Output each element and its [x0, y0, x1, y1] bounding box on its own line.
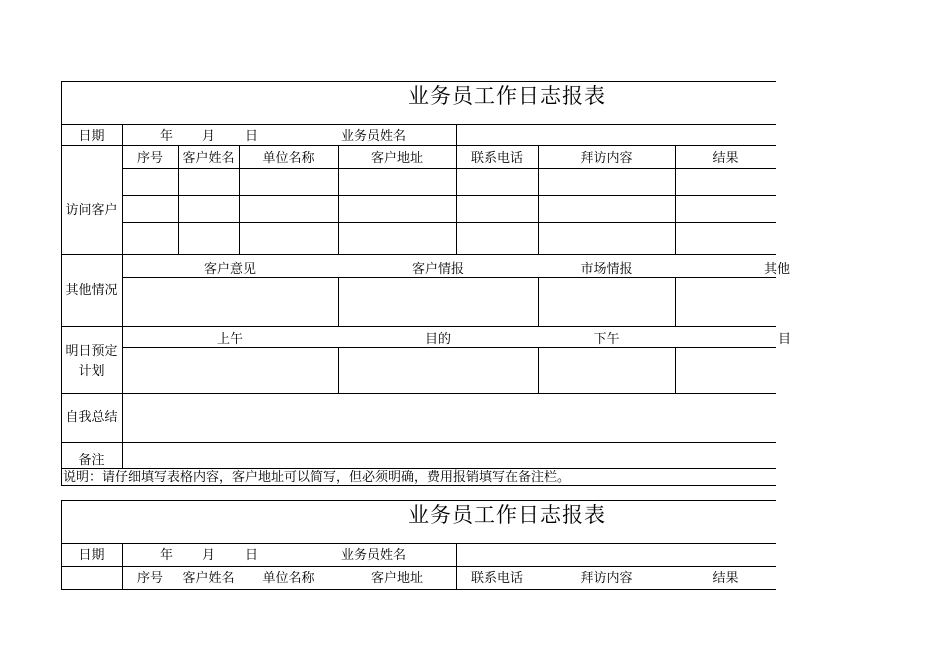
grid-line: [538, 277, 539, 327]
other-column-header: 客户意见: [203, 262, 256, 277]
column-header: 拜访内容: [580, 151, 633, 166]
form-title: 业务员工作日志报表: [408, 84, 606, 108]
grid-line: [61, 500, 776, 501]
grid-line: [122, 277, 776, 278]
grid-line: [61, 468, 776, 469]
column-header: 联系电话: [470, 151, 523, 166]
grid-line: [61, 485, 776, 486]
date-label: 日期: [78, 129, 105, 144]
tomorrow-plan-label: 明日预定计划: [65, 344, 118, 379]
grid-line: [122, 124, 123, 469]
grid-line: [61, 254, 776, 255]
grid-line: [61, 393, 776, 394]
grid-line: [61, 442, 776, 443]
other-situation-label: 其他情况: [65, 283, 118, 298]
month-label: 月: [202, 129, 216, 144]
year-label: 年: [160, 548, 174, 563]
column-header: 结果: [712, 571, 739, 586]
column-header: 客户地址: [370, 151, 423, 166]
form-note: 说明：请仔细填写表格内容，客户地址可以简写，但必须明确，费用报销填写在备注栏。: [63, 470, 571, 485]
salesperson-name-cell[interactable]: [460, 125, 774, 143]
day-label: 日: [245, 548, 259, 563]
grid-line: [122, 347, 776, 348]
grid-line: [122, 195, 776, 196]
grid-line: [61, 589, 776, 590]
column-header: 结果: [712, 151, 739, 166]
column-header: 客户姓名: [182, 571, 235, 586]
grid-line: [675, 277, 676, 327]
grid-line: [61, 81, 776, 82]
grid-line: [61, 566, 776, 567]
plan-column-header: 目: [778, 332, 792, 347]
grid-line: [61, 145, 776, 146]
plan-column-header: 目的: [424, 332, 451, 347]
grid-line: [338, 347, 339, 394]
year-label: 年: [160, 129, 174, 144]
grid-line: [61, 326, 776, 327]
column-header: 客户地址: [370, 571, 423, 586]
day-label: 日: [245, 129, 259, 144]
column-header: 客户姓名: [182, 151, 235, 166]
column-header: 序号: [136, 571, 163, 586]
grid-line: [61, 500, 62, 590]
salesperson-label: 业务员姓名: [341, 129, 407, 144]
plan-column-header: 下午: [593, 332, 620, 347]
grid-line: [338, 277, 339, 327]
remarks-label: 备注: [78, 453, 105, 468]
column-header: 序号: [136, 151, 163, 166]
column-header: 单位名称: [262, 151, 315, 166]
date-label: 日期: [78, 548, 105, 563]
other-column-header: 市场情报: [580, 262, 633, 277]
column-header: 拜访内容: [580, 571, 633, 586]
grid-line: [122, 168, 776, 169]
salesperson-label: 业务员姓名: [341, 548, 407, 563]
grid-line: [538, 347, 539, 394]
grid-line: [122, 222, 776, 223]
grid-line: [675, 347, 676, 394]
column-header: 联系电话: [470, 571, 523, 586]
plan-column-header: 上午: [216, 332, 243, 347]
visit-clients-label: 访问客户: [65, 203, 118, 218]
column-header: 单位名称: [262, 571, 315, 586]
other-column-header: 客户情报: [411, 262, 464, 277]
grid-line: [456, 124, 457, 255]
other-column-header: 其他: [764, 262, 791, 277]
salesperson-name-cell[interactable]: [460, 545, 774, 564]
form-title: 业务员工作日志报表: [408, 503, 606, 527]
self-summary-label: 自我总结: [65, 410, 118, 425]
month-label: 月: [202, 548, 216, 563]
grid-line: [61, 543, 776, 544]
